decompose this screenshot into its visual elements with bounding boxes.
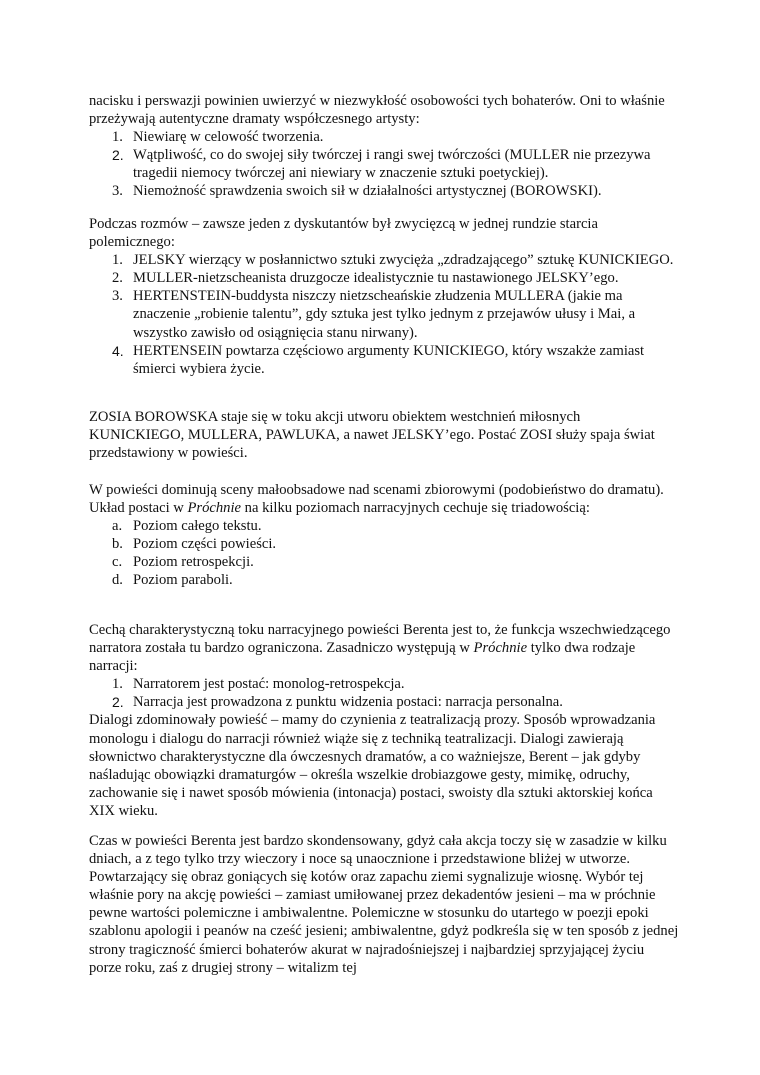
paragraph: nacisku i perswazji powinien uwierzyć w niezwykłość osobowości tych bohaterów. Oni to właśnie przeżywają autentyczne dramaty współczesnego artysty: (89, 93, 665, 128)
list-item-text: Wątpliwość, co do swojej siły twórczej i rangi swej twórczości (MULLER nie przezywa tragedii niemocy twórczej ani niewiary w znaczenie sztuki poetyckiej). (133, 147, 651, 182)
list-item-text: Niemożność sprawdzenia swoich sił w działalności artystycznej (BOROWSKI). (133, 183, 602, 200)
list-item (89, 251, 679, 269)
list-item (89, 287, 679, 341)
numbered-list (89, 251, 679, 378)
list-item (89, 535, 679, 553)
list-number: 3. (112, 288, 123, 305)
list-item (89, 517, 679, 535)
list-number: 1. (112, 676, 123, 693)
section-time (89, 832, 679, 977)
list-item-text: Narratorem jest postać: monolog-retrospekcja. (133, 676, 405, 693)
text-span: W powieści dominują sceny małoobsadowe nad scenami zbiorowymi (podobieństwo do dramatu). Układ postaci w (89, 482, 664, 517)
list-item-text: JELSKY wierzący w posłannictwo sztuki zwycięża „zdradzającego” sztukę KUNICKIEGO. (133, 252, 674, 269)
numbered-list (89, 675, 679, 711)
list-letter: d. (112, 572, 123, 589)
list-letter: c. (112, 554, 123, 571)
list-item-text: MULLER-nietzscheanista druzgocze idealistycznie tu nastawionego JELSKY’ego. (133, 270, 619, 287)
list-number: 2. (112, 694, 124, 711)
paragraph: ZOSIA BOROWSKA staje się w toku akcji utworu obiektem westchnień miłosnych KUNICKIEGO, MULLERA, PAWLUKA, a nawet JELSKY’ego. Postać ZOSI służy spaja świat przedstawiony w powieści. (89, 409, 655, 462)
lettered-list (89, 517, 679, 589)
list-number: 2. (112, 270, 123, 287)
list-number: 4. (112, 342, 124, 359)
list-item (89, 553, 679, 571)
paragraph: Podczas rozmów – zawsze jeden z dyskutantów był zwycięzcą w jednej rundzie starcia polemicznego: (89, 216, 598, 251)
list-item (89, 693, 679, 711)
paragraph: Dialogi zdominowały powieść – mamy do czynienia z teatralizacją prozy. Sposób wprowadzania monologu i dialogu do narracji również wiąże się z techniką teatralizacji. Dialogi zawierają słownictwo charakterystyczne dla ówczesnych dramatów, a co ważniejsze, Berent – jak gdyby naśladując obowiązki dramaturgów – określa wszelkie drobiazgowe gesty, mimikę, odruchy, zachowanie się i nawet sposób mówienia (intonacja) postaci, swoisty dla sztuki aktorskiej końca XIX wieku. (89, 712, 656, 819)
list-item-text: HERTENSEIN powtarza częściowo argumenty KUNICKIEGO, który wszakże zamiast śmierci wybiera życie. (133, 342, 645, 377)
list-number: 3. (112, 183, 123, 200)
list-letter: a. (112, 518, 123, 535)
title-italic: Próchnie (473, 640, 528, 657)
list-item (89, 342, 679, 378)
list-number: 1. (112, 129, 123, 146)
list-item (89, 146, 679, 182)
paragraph (89, 481, 679, 517)
section-zosia (89, 408, 679, 462)
list-item (89, 182, 679, 200)
paragraph (89, 621, 679, 675)
list-item-text: Narracja jest prowadzona z punktu widzenia postaci: narracja personalna. (133, 694, 563, 711)
section-discussions (89, 215, 679, 378)
list-item-text: Poziom części powieści. (133, 536, 277, 553)
text-span: tylko dwa rodzaje narracji: (89, 640, 636, 675)
list-item (89, 571, 679, 589)
paragraph: Czas w powieści Berenta jest bardzo skondensowany, gdyż cała akcja toczy się w zasadzie w kilku dniach, a z tego tylko trzy wieczory i noce są unaocznione i przedstawione bliżej w utworze. Powtarzający się obraz goniących się kotów oraz zapachu ziemi sygnalizuje wiosnę. Wybór tej właśnie pory na akcję powieści – zamiast umiłowanej przez dekadentów jesieni – ma w próchnie pewne wartości polemiczne i ambiwalentne. Polemiczne w stosunku do utartego w poezji epoki szablonu apologii i peanów na cześć jesieni; ambiwalentne, gdyż podkreśla się w ten sposób z jednej strony tragiczność śmierci bohaterów akurat w najradośniejszej i najbardziej sprzyjającej życiu porze roku, zaś z drugiej strony – witalizm tej (89, 833, 679, 976)
section-narration (89, 621, 679, 820)
numbered-list (89, 128, 679, 200)
list-item-text: HERTENSTEIN-buddysta niszczy nietzscheańskie złudzenia MULLERA (jakie ma znaczenie „robienie talentu”, gdy sztuka jest tylko jednym z przejawów ułusy i Mai, a wszystko zawisło od osiągnięcia stanu nirwany). (133, 288, 636, 341)
list-item-text: Poziom całego tekstu. (133, 518, 262, 535)
section-artist-dramas (89, 92, 679, 201)
list-number: 2. (112, 147, 124, 164)
list-item (89, 675, 679, 693)
list-item-text: Niewiarę w celowość tworzenia. (133, 129, 324, 146)
title-italic: Próchnie (187, 500, 241, 517)
list-item-text: Poziom paraboli. (133, 572, 233, 589)
list-item (89, 128, 679, 146)
list-item-text: Poziom retrospekcji. (133, 554, 254, 571)
text-span: Cechą charakterystyczną toku narracyjnego powieści Berenta jest to, że funkcja wszechwiedzącego narratora została tu bardzo ograniczona. Zasadniczo występują w (89, 622, 671, 657)
list-item (89, 269, 679, 287)
text-span: na kilku poziomach narracyjnych cechuje się triadowością: (241, 500, 590, 517)
list-letter: b. (112, 536, 123, 553)
section-characters-layout (89, 481, 679, 590)
list-number: 1. (112, 252, 123, 269)
